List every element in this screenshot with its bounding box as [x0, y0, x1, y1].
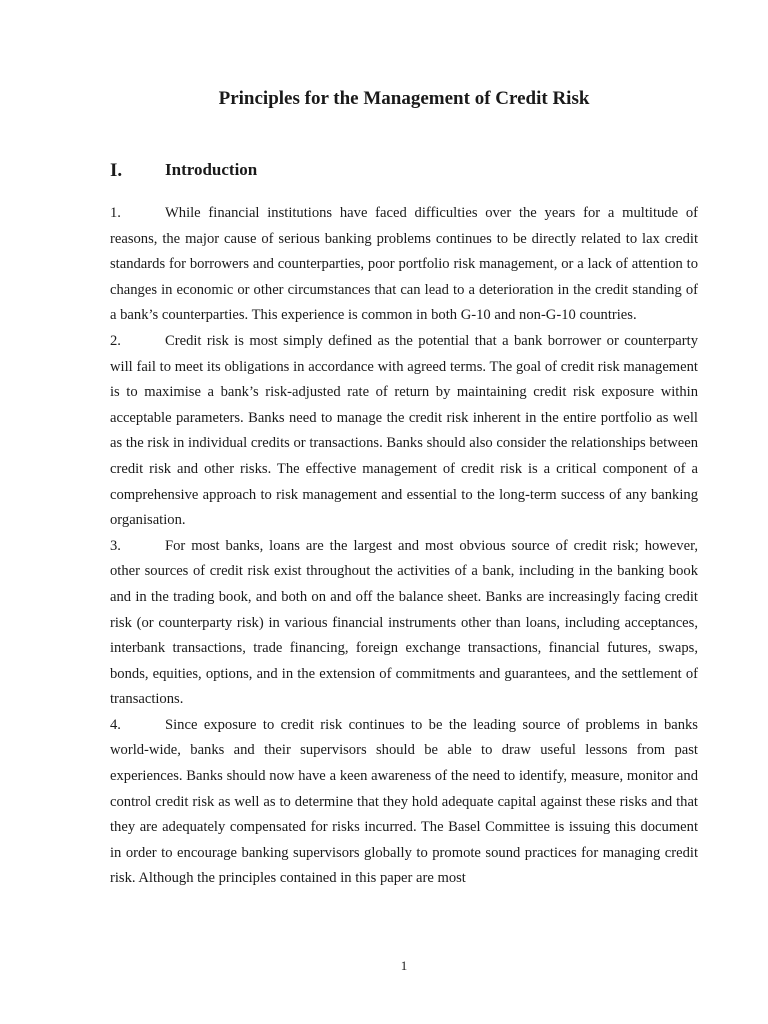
section-number: I. — [110, 160, 123, 181]
paragraph-3 — [110, 534, 698, 713]
paragraph-text: For most banks, loans are the largest and most obvious source of credit risk; however, other sources of credit risk exist throughout the activities of a bank, including in the banking book and in the trading book, and both on and off the balance sheet. Banks are increasingly facing credit risk (or counterparty risk) in various financial instruments other than loans, including acceptances, interbank transactions, trade financing, foreign exchange transactions, financial futures, swaps, bonds, equities, options, and in the extension of commitments and guarantees, and the settlement of transactions. — [110, 537, 698, 708]
document-title: Principles for the Management of Credit Risk — [218, 88, 590, 109]
section-title: Introduction — [165, 160, 258, 179]
paragraph-4 — [110, 713, 698, 892]
page-number: 1 — [400, 958, 408, 973]
paragraph-2 — [110, 329, 698, 534]
paragraph-text: Since exposure to credit risk continues to be the leading source of problems in banks world-wide, banks and their supervisors should be able to draw useful lessons from past experiences. Banks should now have a keen awareness of the need to identify, measure, monitor and control credit risk as well as to determine that they hold adequate capital against these risks and that they are adequately compensated for risks incurred. The Basel Committee is issuing this document in order to encourage banking supervisors globally to promote sound practices for managing credit risk. Although the principles contained in this paper are most — [110, 716, 698, 887]
paragraph-number: 2. — [110, 332, 121, 349]
paragraph-text: Credit risk is most simply defined as the potential that a bank borrower or counterparty will fail to meet its obligations in accordance with agreed terms. The goal of credit risk management is to maximise a bank’s risk-adjusted rate of return by maintaining credit risk exposure within acceptable parameters. Banks need to manage the credit risk inherent in the entire portfolio as well as the risk in individual credits or transactions. Banks should also consider the relationships between credit risk and other risks. The effective management of credit risk is a critical component of a comprehensive approach to risk management and essential to the long-term success of any banking organisation. — [110, 332, 698, 529]
body-text — [110, 201, 698, 892]
paragraph-number: 1. — [110, 205, 121, 221]
paragraph-number: 3. — [110, 537, 121, 554]
paragraph-number: 4. — [110, 716, 121, 733]
paragraph-1 — [110, 201, 698, 329]
paragraph-text: While financial institutions have faced difficulties over the years for a multitude of reasons, the major cause of serious banking problems continues to be directly related to lax credit standards for borrowers and counterparties, poor portfolio risk management, or a lack of attention to changes in economic or other circumstances that can lead to a deterioration in the credit standing of a bank’s counterparties. This experience is common in both G-10 and non-G-10 countries. — [110, 205, 698, 324]
section-heading — [110, 160, 257, 182]
